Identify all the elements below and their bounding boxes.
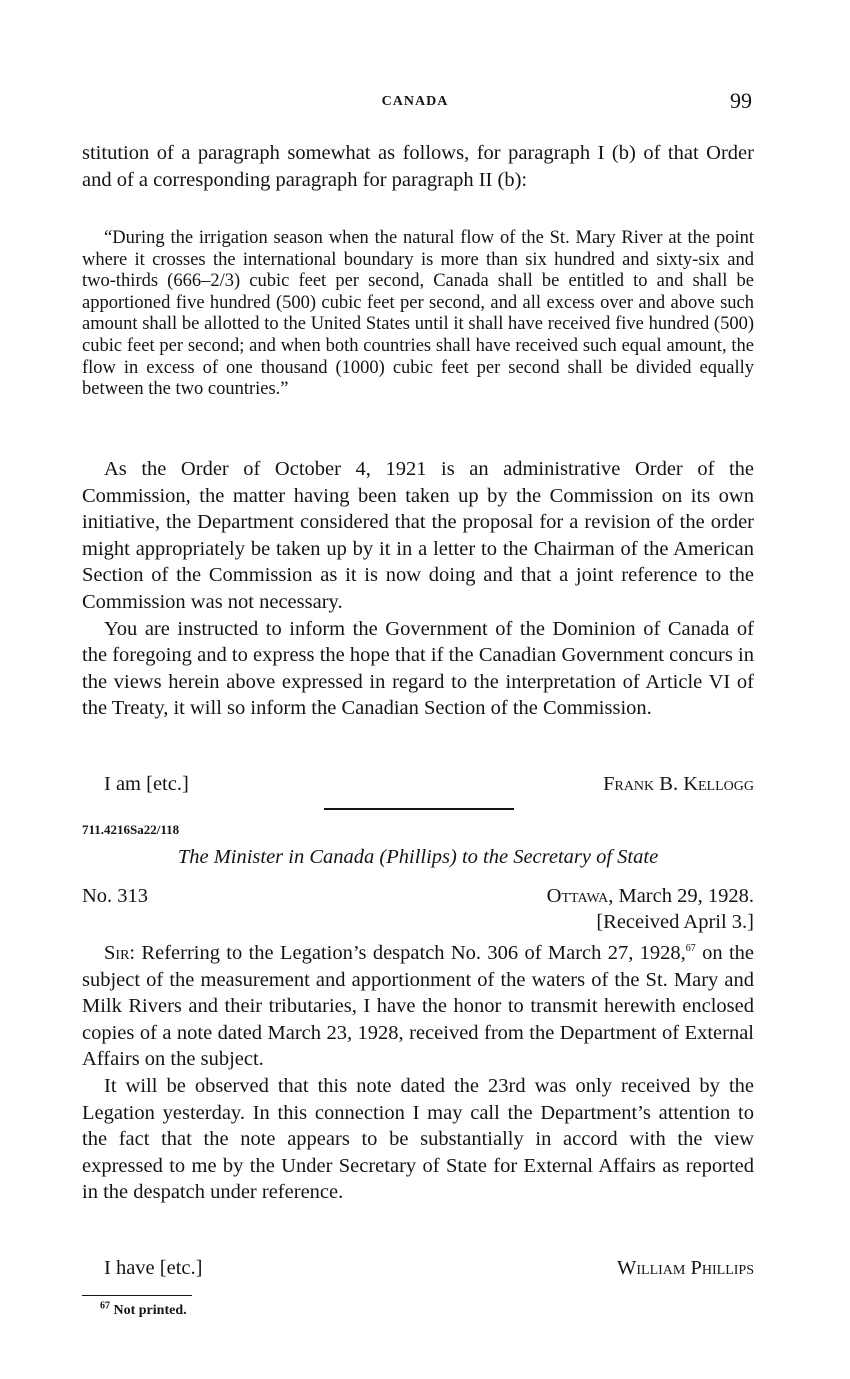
file-number: 711.4216Sa22/118: [82, 822, 180, 837]
footnote-marker: 67: [100, 1300, 110, 1312]
footnote-divider: [82, 1295, 192, 1296]
salutation: Sir: [104, 942, 130, 964]
body-paragraph-1: As the Order of October 4, 1921 is an administrative Order of the Commission, the matter having been taken up by the Commission on its own initiative, the Department considered that the proposal for a revision of the order might appropriately be taken up by it in a letter to the Chairman of the American Section of the Commission as it is now doing and that a joint reference to the Commission was not necessary.: [82, 458, 754, 613]
body-paragraph-2: You are instructed to inform the Government of the Dominion of Canada of the foregoing and to express the hope that if the Canadian Government concurs in the views herein above expressed in regard to the interpretation of Article VI of the Treaty, it will so inform the Canadian Section of the Commission.: [82, 617, 754, 720]
quoted-paragraph: “During the irrigation season when the natural flow of the St. Mary River at the point where it crosses the international boundary is more than six hundred and sixty-six and two-thirds (666–2/3) cubic feet per second, Canada shall be entitled to and shall be apportioned five hundred (500) cubic feet per second, and all excess over and above such amount shall be allotted to the United States until it shall have received five hundred (500) cubic feet per second; and when both countries shall have received such equal amount, the flow in excess of one thousand (1000) cubic feet per second shall be divided equally between the two countries.”: [82, 228, 754, 400]
place: Ottawa: [546, 885, 609, 907]
intro-block: [82, 140, 754, 193]
footnote: [100, 1300, 187, 1319]
intro-paragraph: stitution of a paragraph somewhat as follows, for paragraph I (b) of that Order and of a corresponding paragraph for paragraph II (b):: [82, 142, 754, 191]
despatch-body: [82, 940, 754, 1206]
footnote-text: Not printed.: [110, 1303, 187, 1318]
letter-body: [82, 456, 754, 722]
signature: William Phillips: [617, 1257, 754, 1279]
footnote-reference: 67: [685, 943, 696, 955]
closing-row-1: [82, 773, 754, 800]
closing-text: I am [etc.]: [104, 773, 189, 795]
dateline-row: [82, 885, 754, 912]
running-title: CANADA: [381, 94, 449, 109]
closing-text: I have [etc.]: [104, 1257, 203, 1279]
dateline: [547, 885, 754, 908]
quoted-paragraph-block: [82, 228, 754, 401]
page-number: 99: [730, 88, 752, 113]
despatch-paragraph-1: Sir: Referring to the Legation’s despatch No. 306 of March 27, 1928,67 on the subject of the measurement and apportionment of the waters of the St. Mary and Milk Rivers and their tributaries, I have the honor to transmit herewith enclosed copies of a note dated March 23, 1928, received from the Department of External Affairs on the subject.: [82, 942, 755, 1071]
received-note: [Received April 3.]: [596, 911, 754, 933]
closing-row-2: [82, 1257, 754, 1284]
despatch-paragraph-2: It will be observed that this note dated the 23rd was only received by the Legation yesterday. In this connection I may call the Department’s attention to the fact that the note appears to be substantially in accord with the view expressed to me by the Under Secretary of State for External Affairs as reported in the despatch under reference.: [82, 1074, 754, 1204]
document-title: The Minister in Canada (Phillips) to the Secretary of State: [177, 846, 659, 868]
section-divider: [324, 808, 514, 810]
signature: Frank B. Kellogg: [603, 773, 754, 795]
date: , March 29, 1928.: [608, 885, 754, 907]
despatch-number: No. 313: [82, 885, 149, 907]
